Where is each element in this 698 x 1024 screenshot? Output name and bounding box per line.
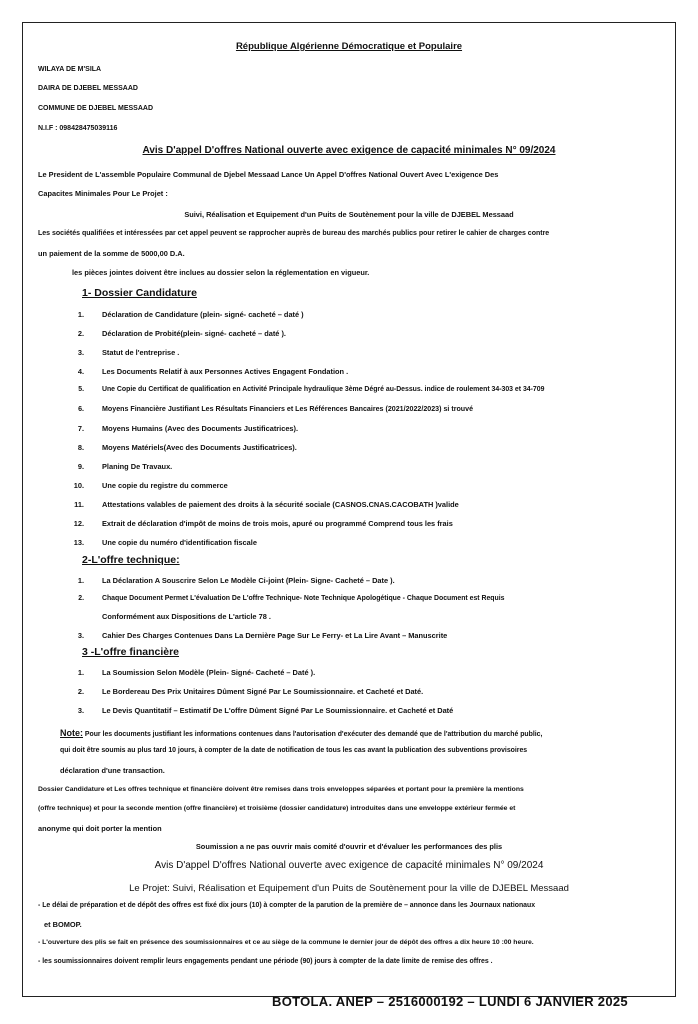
note-line-3: déclaration d'une transaction.: [60, 766, 165, 775]
nif-line: N.I.F : 098428475039116: [38, 125, 118, 132]
daira-line: DAIRA DE DJEBEL MESSAAD: [38, 85, 138, 92]
list-item-text: Chaque Document Permet L'évaluation De L'offre Technique- Note Technique Apologétique - Chaque Document est Requis: [102, 595, 505, 602]
list-item-number: 3.: [77, 348, 84, 357]
footer-reference: BOTOLA. ANEP – 2516000192 – LUNDI 6 JANVIER 2025: [272, 994, 628, 1009]
note-line-1: [60, 728, 542, 738]
commune-line: COMMUNE DE DJEBEL MESSAAD: [38, 105, 153, 112]
list-item-number: 9.: [77, 462, 84, 471]
list-item-text: Le Devis Quantitatif – Estimatif De L'offre Dûment Signé Par Le Soumissionnaire. et Cacheté et Daté: [102, 706, 454, 715]
list-item-text: Le Bordereau Des Prix Unitaires Dûment Signé Par Le Soumissionnaire. et Cacheté et Daté.: [102, 687, 424, 696]
societes-line-2: un paiement de la somme de 5000,00 D.A.: [38, 249, 185, 258]
projet-label: Le Projet:: [129, 883, 170, 894]
dossier-line-1: Dossier Candidature et Les offres technique et financière doivent être remises dans trois enveloppes séparées et portant pour la première la mentions: [38, 786, 524, 793]
list-item-text: Planing De Travaux.: [102, 462, 173, 471]
conditions-line-2: et BOMOP.: [44, 920, 82, 929]
list-item-text: La Soumission Selon Modèle (Plein- Signé- Cacheté – Daté ).: [102, 668, 316, 677]
note-line-2: qui doit être soumis au plus tard 10 jours, à compter de la date de notification de tous les cas avant la publication des subventions provisoires: [60, 747, 528, 754]
avis-title: Avis D'appel D'offres National ouverte avec exigence de capacité minimales N° 09/2024: [142, 145, 556, 156]
list-item-number: 6.: [78, 405, 84, 413]
conditions-line-1: - Le délai de préparation et de dépôt des offres est fixé dix jours (10) à compter de la parution de la première de – annonce dans les Journaux nationaux: [38, 902, 536, 909]
list-item-number: 5.: [78, 386, 84, 393]
list-item-number: 2.: [78, 595, 84, 602]
list-item-number: 1.: [77, 576, 84, 585]
list-item-text: Moyens Financière Justifiant Les Résultats Financiers et Les Références Bancaires (2021/2022/2023) si trouvé: [102, 405, 474, 413]
projet-text: Suivi, Réalisation et Equipement d'un Puits de Soutènement pour la ville de DJEBEL Messaad: [169, 883, 569, 894]
list-item-number: 7.: [77, 424, 84, 433]
list-item-number: 11.: [74, 500, 84, 509]
list-item-text: Une Copie du Certificat de qualification en Activité Principale hydraulique 3ème Dégré au-Dessus. indice de roulement 34-303 et 34-709: [102, 386, 545, 393]
list-item-number: 3.: [77, 706, 84, 715]
section-dossier-candidature-title: 1- Dossier Candidature: [82, 287, 197, 299]
list-item-number: 2.: [77, 329, 84, 338]
dossier-line-2: (offre technique) et pour la seconde mention (offre financière) et troisième (dossier candidature) introduites dans une enveloppe extérieur fermée et: [38, 805, 516, 812]
list-item-number: 1.: [77, 668, 84, 677]
note-label: Note:: [60, 728, 83, 738]
societes-line-1: Les sociétés qualifiées et intéressées par cet appel peuvent se rapprocher auprès de bureau des marchés publics pour retirer le cahier de charges contre: [38, 230, 550, 237]
dossier-line-3: anonyme qui doit porter la mention: [38, 824, 162, 833]
list-item-text: Extrait de déclaration d'impôt de moins de trois mois, apuré ou programmé Comprend tous les frais: [102, 519, 453, 528]
list-item-number: 3.: [77, 631, 84, 640]
list-item-text: La Déclaration A Souscrire Selon Le Modèle Ci-joint (Plein- Signe- Cacheté – Date ).: [102, 576, 395, 585]
list-item-number: 13.: [73, 538, 84, 547]
list-item-text: Attestations valables de paiement des droits à la sécurité sociale (CASNOS.CNAS.CACOBATH )valide: [102, 500, 459, 509]
list-item-text: Une copie du registre du commerce: [102, 481, 228, 490]
list-item-text: Conformément aux Dispositions de L'article 78 .: [102, 612, 271, 621]
section-offre-financiere-title: 3 -L'offre financière: [82, 646, 180, 658]
list-item-text: Moyens Matériels(Avec des Documents Justificatrices).: [102, 443, 297, 452]
projet-line: [0, 883, 698, 894]
intro-line-2: Capacites Minimales Pour Le Projet :: [38, 189, 168, 198]
project-line: Suivi, Réalisation et Equipement d'un Puits de Soutènement pour la ville de DJEBEL Messaad: [184, 210, 514, 219]
conditions-line-4: - les soumissionnaires doivent remplir leurs engagements pendant une période (90) jours à compter de la date limite de remise des offres .: [38, 958, 493, 965]
avis-title-repeat: Avis D'appel D'offres National ouverte avec exigence de capacité minimales N° 09/2024: [154, 860, 544, 871]
list-item-number: 1.: [77, 310, 84, 319]
list-item-text: Moyens Humains (Avec des Documents Justificatrices).: [102, 424, 299, 433]
list-item-text: Déclaration de Candidature (plein- signé- cacheté – daté ): [102, 310, 304, 319]
list-item-text: Cahier Des Charges Contenues Dans La Dernière Page Sur Le Ferry- et La Lire Avant – Manuscrite: [102, 631, 448, 640]
pieces-line: les pièces jointes doivent être inclues au dossier selon la réglementation en vigueur.: [72, 268, 370, 277]
conditions-line-3: - L'ouverture des plis se fait en présence des soumissionnaires et ce au siège de la commune le dernier jour de dépôt des offres a dix heure 10 :00 heure.: [38, 939, 534, 946]
wilaya-line: WILAYA DE M'SILA: [38, 66, 102, 73]
soumission-line: Soumission a ne pas ouvrir mais comité d'ouvrir et d'évaluer les performances des plis: [195, 842, 503, 851]
list-item-text: Déclaration de Probité(plein- signé- cacheté – daté ).: [102, 329, 286, 338]
list-item-text: Les Documents Relatif à aux Personnes Actives Engagent Fondation .: [102, 367, 349, 376]
list-item-number: 2.: [77, 687, 84, 696]
intro-line-1: Le President de L'assemble Populaire Communal de Djebel Messaad Lance Un Appel D'offres National Ouvert Avec L'exigence Des: [38, 170, 499, 179]
list-item-text: Statut de l'entreprise .: [102, 348, 180, 357]
list-item-number: 10.: [73, 481, 84, 490]
note-text-1: Pour les documents justifiant les informations contenues dans l'autorisation d'exécuter des demandé que de l'attribution du marché public,: [83, 731, 543, 738]
republic-heading: République Algérienne Démocratique et Populaire: [235, 41, 463, 52]
list-item-text: Une copie du numéro d'identification fiscale: [102, 538, 257, 547]
list-item-number: 8.: [77, 443, 84, 452]
section-offre-technique-title: 2-L'offre technique:: [82, 554, 180, 566]
list-item-number: 4.: [77, 367, 84, 376]
list-item-number: 12.: [73, 519, 84, 528]
